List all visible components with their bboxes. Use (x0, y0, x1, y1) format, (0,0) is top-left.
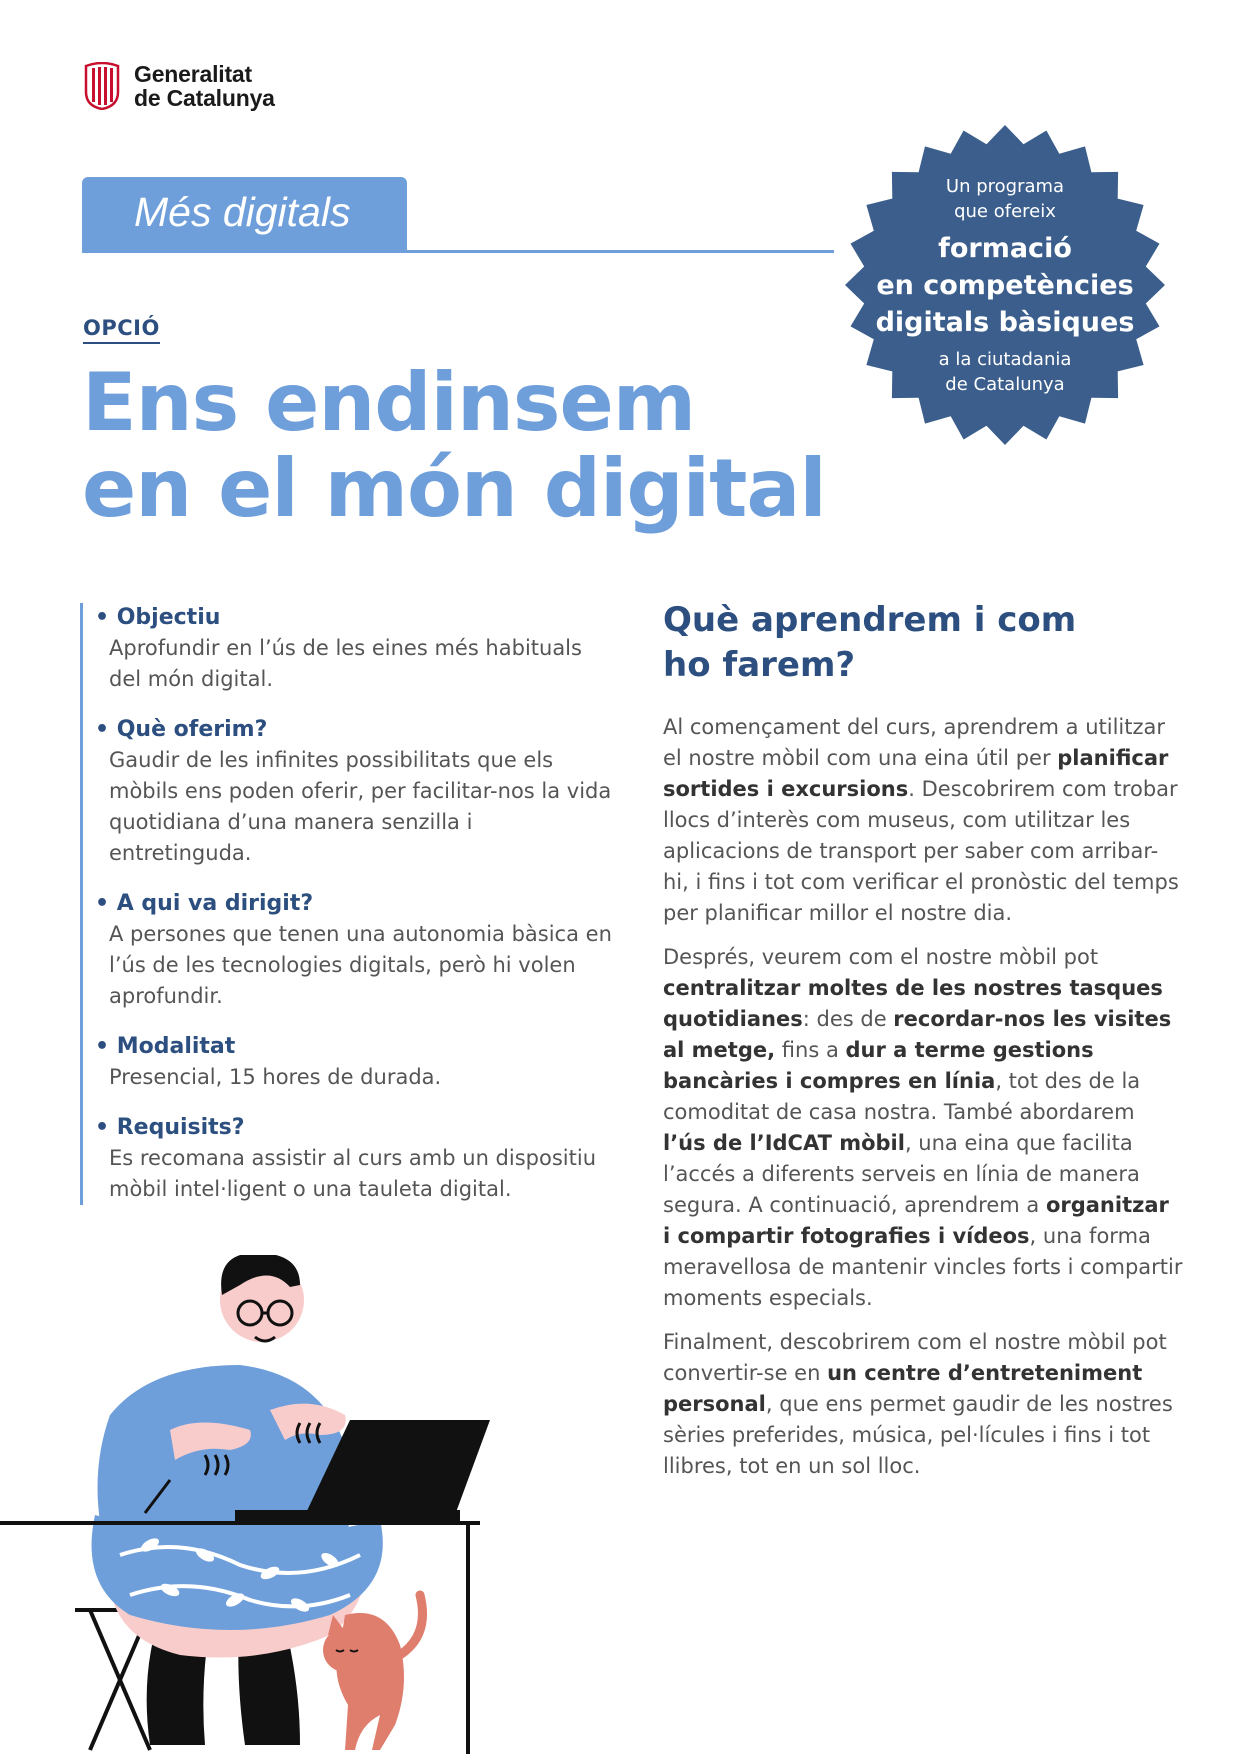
bold-run: organitzar i compartir fotografies i vídeos (663, 1193, 1169, 1248)
detail-audience (95, 889, 620, 1012)
text-run: , que ens permet gaudir de les nostres sèries preferides, música, pel·lícules i fins i tot llibres, tot en un sol lloc. (663, 1392, 1173, 1478)
logo-line-1: Generalitat (134, 61, 252, 87)
bold-run: centralitzar moltes de les nostres tasques quotidianes (663, 976, 1163, 1031)
generalitat-logo (80, 62, 275, 110)
detail-title: • A qui va dirigit? (95, 891, 314, 916)
page-title-line-1: Ens endinsem (82, 356, 696, 449)
paragraph-3 (663, 1327, 1183, 1482)
program-label: Més digitals (134, 189, 351, 235)
detail-objective (95, 603, 620, 695)
text-run: : des de (802, 1007, 894, 1031)
detail-body: Es recomana assistir al curs amb un dispositiu mòbil intel·ligent o una tauleta digital. (109, 1146, 596, 1201)
header-rule (82, 250, 834, 253)
bold-run: l’ús de l’IdCAT mòbil (663, 1131, 905, 1155)
section-title-line-1: Què aprendrem i com (663, 600, 1077, 640)
badge-main-line-2: en competències (876, 269, 1134, 301)
badge-main-line-1: formació (938, 232, 1072, 264)
badge-bottom-line-1: a la ciutadania (938, 348, 1072, 370)
bold-run: recordar-nos les visites al metge, (663, 1007, 1172, 1062)
page-title-line-2: en el món digital (82, 442, 826, 535)
program-tab (82, 177, 407, 251)
paragraph-1 (663, 712, 1183, 929)
badge-top-line-2: que ofereix (954, 200, 1056, 222)
detail-body: A persones que tenen una autonomia bàsica en l’ús de les tecnologies digitals, però hi volen aprofundir. (109, 922, 612, 1008)
text-run: , una eina que facilita l’accés a diferents serveis en línia de manera segura. A continuació, aprendrem a (663, 1131, 1140, 1217)
text-run: , una forma meravellosa de mantenir vincles forts i compartir moments especials. (663, 1224, 1183, 1310)
person-laptop-cat-illustration (0, 1255, 520, 1754)
detail-modality (95, 1032, 620, 1093)
detail-body: Gaudir de les infinites possibilitats que els mòbils ens poden oferir, per facilitar-nos la vida quotidiana d’una manera senzilla i entretinguda. (109, 748, 612, 865)
detail-requirements (95, 1113, 620, 1205)
logo-line-2: de Catalunya (134, 85, 275, 111)
text-run: Després, veurem com el nostre mòbil pot (663, 945, 1099, 969)
badge-main-line-3: digitals bàsiques (875, 306, 1135, 338)
detail-title: • Què oferim? (95, 717, 268, 742)
detail-title: • Objectiu (95, 605, 221, 630)
learning-section (663, 598, 1183, 1495)
page-title (82, 356, 826, 535)
section-title (663, 598, 1183, 688)
option-label: OPCIÓ (83, 316, 160, 344)
detail-title: • Requisits? (95, 1115, 245, 1140)
course-details (80, 603, 620, 1205)
detail-offer (95, 715, 620, 869)
text-run: fins a (775, 1038, 846, 1062)
paragraph-2 (663, 942, 1183, 1314)
text-run: Finalment, descobrirem com el nostre mòbil pot convertir-se en (663, 1330, 1167, 1385)
program-badge (840, 120, 1170, 450)
badge-bottom-line-2: de Catalunya (945, 373, 1065, 395)
bold-run: dur a terme gestions bancàries i compres en línia (663, 1038, 1094, 1093)
text-run: Al començament del curs, aprendrem a utilitzar el nostre mòbil com una eina útil per (663, 715, 1166, 770)
detail-body: Aprofundir en l’ús de les eines més habituals del món digital. (109, 636, 582, 691)
bold-run: planificar sortides i excursions (663, 746, 1169, 801)
detail-title: • Modalitat (95, 1034, 236, 1059)
detail-body: Presencial, 15 hores de durada. (109, 1065, 442, 1089)
bold-run: un centre d’entreteniment personal (663, 1361, 1143, 1416)
badge-top-line-1: Un programa (945, 175, 1065, 197)
text-run: , tot des de la comoditat de casa nostra. També abordarem (663, 1069, 1141, 1124)
text-run: . Descobrirem com trobar llocs d’interès com museus, com utilitzar les aplicacions de transport per saber com arribar-hi, i fins i tot com verificar el pronòstic del temps per planificar millor el nostre dia. (663, 777, 1179, 925)
section-title-line-2: ho farem? (663, 645, 856, 685)
generalitat-emblem-icon (80, 62, 124, 110)
